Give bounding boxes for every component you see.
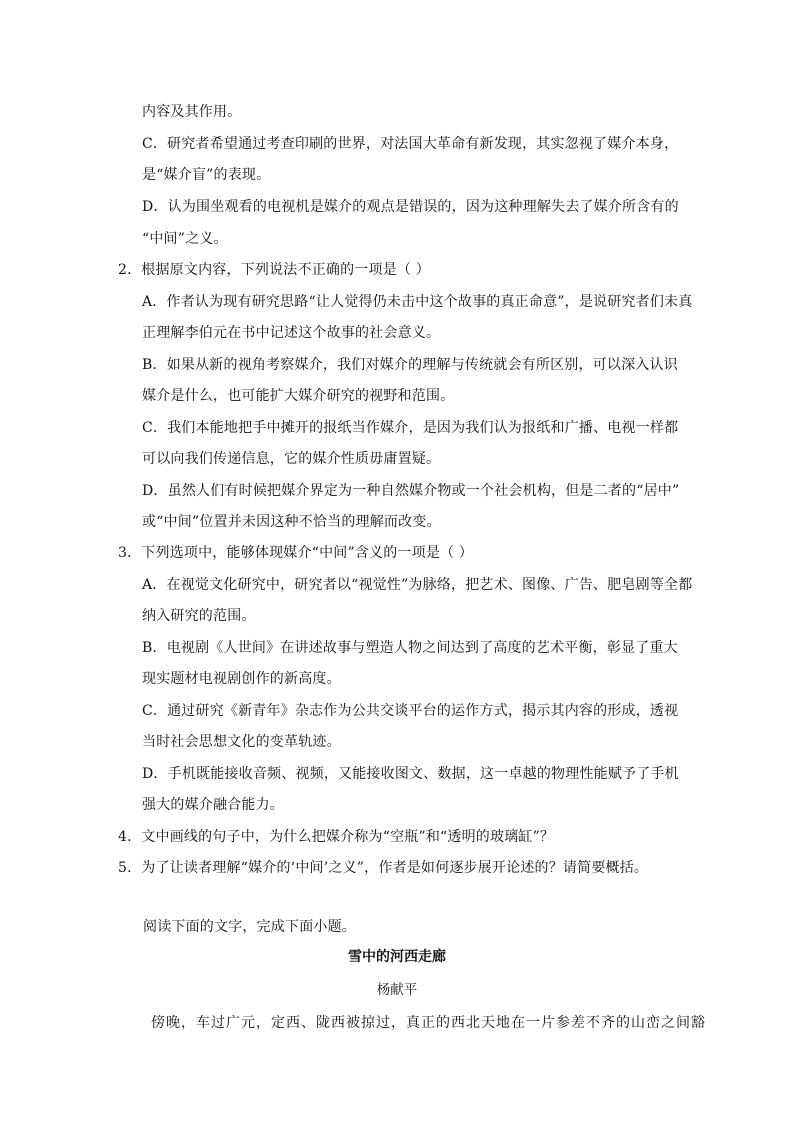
text-line: 是“媒介盲”的表现。 <box>142 167 271 183</box>
text-line: 当时社会思想文化的变革轨迹。 <box>142 734 341 750</box>
text-line: 媒介是什么，也可能扩大媒介研究的视野和范围。 <box>142 388 455 404</box>
question-5: 5．为了让读者理解“媒介的‘中间’之义”，作者是如何逐步展开论述的？请简要概括。 <box>118 860 649 876</box>
question-2: 2．根据原文内容，下列说法不正确的一项是（ ） <box>118 262 430 278</box>
text-line: 纳入研究的范围。 <box>142 608 256 624</box>
text-line: 内容及其作用。 <box>142 104 242 120</box>
reading-instruction: 阅读下面的文字，完成下面小题。 <box>143 919 356 935</box>
option-d-line: D．手机既能接收音频、视频，又能接收图文、数据，这一卓越的物理性能赋予了手机 <box>142 766 679 782</box>
text-line: 正理解李伯元在书中记述这个故事的社会意义。 <box>142 325 441 341</box>
option-a-line: A．作者认为现有研究思路“让人觉得仍未击中这个故事的真正命意”，是说研究者们未真 <box>142 294 693 310</box>
option-d-line: D．虽然人们有时候把媒介界定为一种自然媒介物或一个社会机构，但是二者的“居中” <box>142 483 680 499</box>
text-line: 可以向我们传递信息，它的媒介性质毋庸置疑。 <box>142 451 441 467</box>
option-a-line: A．在视觉文化研究中，研究者以“视觉性”为脉络，把艺术、图像、广告、肥皂剧等全都 <box>142 577 693 593</box>
option-c-line: C．我们本能地把手中摊开的报纸当作媒介，是因为我们认为报纸和广播、电视一样都 <box>142 420 679 436</box>
option-c-line: C．研究者希望通过考查印刷的世界，对法国大革命有新发现，其实忽视了媒介本身， <box>142 136 679 152</box>
question-3: 3．下列选项中，能够体现媒介“中间”含义的一项是（ ） <box>118 545 474 561</box>
question-4: 4．文中画线的句子中，为什么把媒介称为“空瓶”和“透明的玻璃缸”？ <box>118 829 555 845</box>
article-author: 杨献平 <box>376 982 418 998</box>
option-b-line: B．电视剧《人世间》在讲述故事与塑造人物之间达到了高度的艺术平衡，彰显了重大 <box>142 640 678 656</box>
text-line: “中间”之义。 <box>142 231 228 247</box>
option-b-line: B．如果从新的视角考察媒介，我们对媒介的理解与传统就会有所区别，可以深入认识 <box>142 357 678 373</box>
article-title: 雪中的河西走廊 <box>348 949 446 965</box>
article-first-line: 傍晚，车过广元，定西、陇西被掠过，真正的西北天地在一片参差不齐的山峦之间豁 <box>151 1015 706 1031</box>
text-line: 现实题材电视剧创作的新高度。 <box>142 671 341 687</box>
option-d-line: D．认为围坐观看的电视机是媒介的观点是错误的，因为这种理解失去了媒介所含有的 <box>142 199 679 215</box>
option-c-line: C．通过研究《新青年》杂志作为公共交谈平台的运作方式，揭示其内容的形成，透视 <box>142 703 679 719</box>
text-line: 强大的媒介融合能力。 <box>142 797 284 813</box>
text-line: 或“中间”位置并未因这种不恰当的理解而改变。 <box>142 514 441 530</box>
